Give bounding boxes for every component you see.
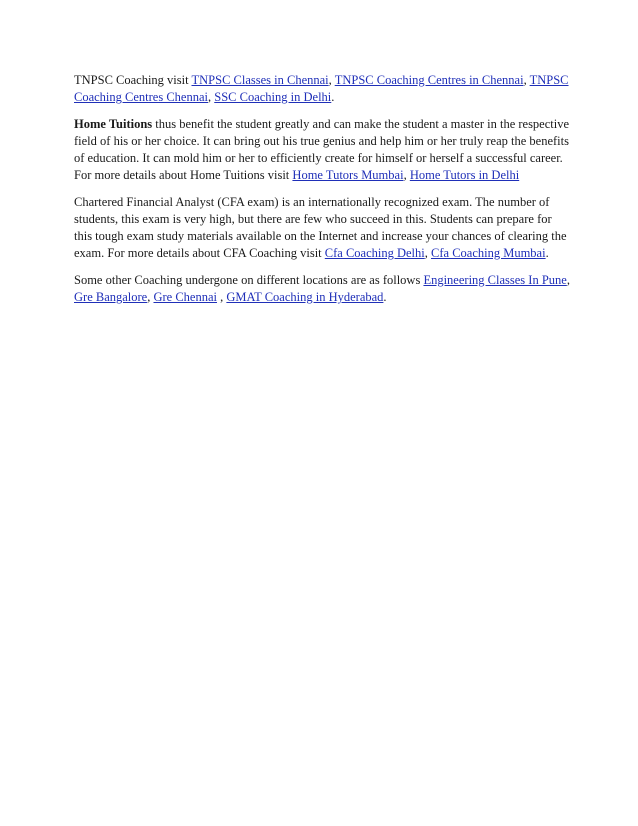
link-tnpsc-classes-in-chennai[interactable]: TNPSC Classes in Chennai (191, 73, 329, 87)
text-run: , (566, 273, 570, 287)
text-run: Some other Coaching undergone on different locations are as follows (74, 273, 424, 287)
text-run: . (383, 290, 387, 304)
link-tnpsc-coaching-centres-in-chennai[interactable]: TNPSC Coaching Centres in Chennai (334, 73, 524, 87)
text-run: , (208, 90, 215, 104)
text-run: , (217, 290, 227, 304)
text-run: , (424, 246, 432, 260)
paragraph-cfa (74, 194, 570, 262)
link-gre-bangalore[interactable]: Gre Bangalore (74, 290, 148, 304)
link-cfa-coaching-delhi[interactable]: Cfa Coaching Delhi (324, 246, 425, 260)
link-tnpsc-coaching-centres-chennai[interactable]: TNPSC Coaching Centres Chennai (74, 73, 569, 104)
paragraph-other-coaching (74, 272, 570, 306)
text-run: , (523, 73, 530, 87)
paragraph-tnpsc (74, 72, 570, 106)
link-engineering-classes-in-pune[interactable]: Engineering Classes In Pune (423, 273, 567, 287)
paragraph-home-tuitions (74, 116, 570, 184)
text-run: Chartered Financial Analyst (CFA exam) is an internationally recognized exam. The number of students, this exam is very high, but there are few who succeed in this. Students can prepare for this tough exam study materials available on the Internet and increase your chances of clearing the exam. For more details about CFA Coaching visit (74, 195, 567, 260)
document-body (74, 72, 570, 316)
link-gmat-coaching-in-hyderabad[interactable]: GMAT Coaching in Hyderabad (226, 290, 384, 304)
link-ssc-coaching-in-delhi[interactable]: SSC Coaching in Delhi (214, 90, 332, 104)
link-gre-chennai[interactable]: Gre Chennai (153, 290, 218, 304)
link-home-tutors-mumbai[interactable]: Home Tutors Mumbai (292, 168, 404, 182)
text-run: , (147, 290, 154, 304)
bold-text: Home Tuitions (74, 117, 153, 131)
text-run: . (545, 246, 549, 260)
text-run: . (331, 90, 335, 104)
link-home-tutors-in-delhi[interactable]: Home Tutors in Delhi (409, 168, 520, 182)
link-cfa-coaching-mumbai[interactable]: Cfa Coaching Mumbai (431, 246, 546, 260)
text-run: , (328, 73, 335, 87)
text-run: thus benefit the student greatly and can make the student a master in the respective field of his or her choice. It can bring out his true genius and help him or her truly reap the benefits of education. It can mold him or her to efficiently create for himself or herself a successful career. For more details about Home Tuitions visit (74, 117, 570, 182)
text-run: TNPSC Coaching visit (74, 73, 192, 87)
text-run: , (403, 168, 410, 182)
